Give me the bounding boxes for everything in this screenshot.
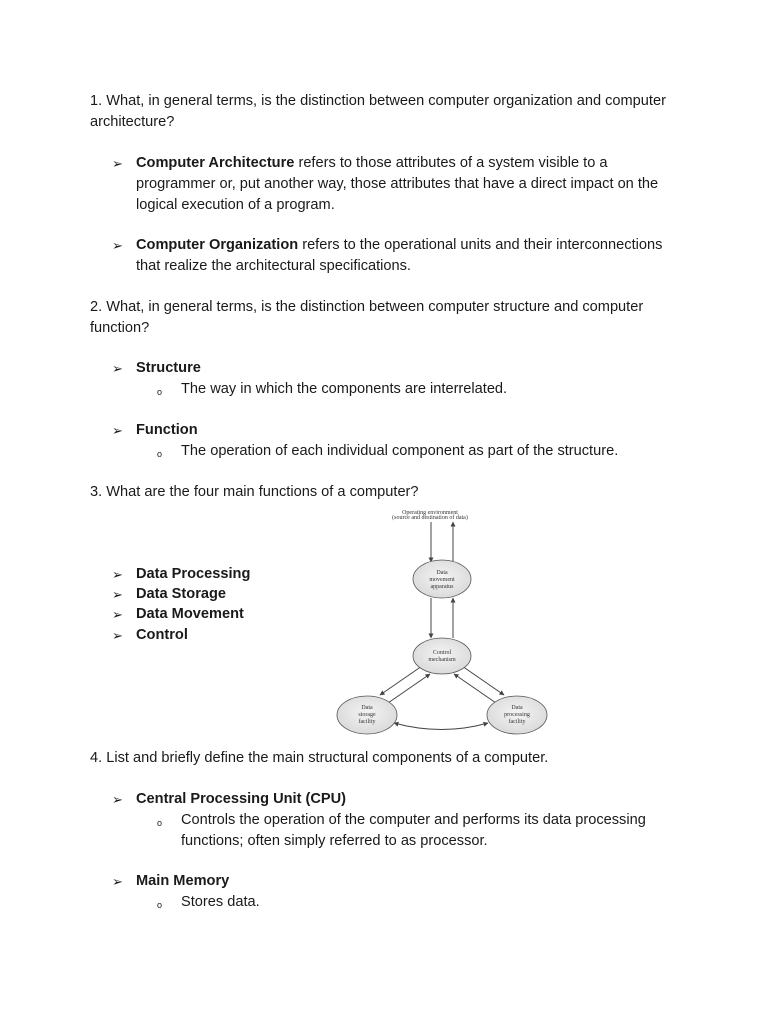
question-1: 1. What, in general terms, is the distinction between computer organization and computer architecture? xyxy=(90,93,666,130)
svg-text:Control: Control xyxy=(432,650,452,656)
arrow-bullet-icon: ➢ xyxy=(112,607,123,622)
term-structure: Structure xyxy=(136,360,201,376)
bullet-control xyxy=(112,625,332,646)
bullet-function xyxy=(112,420,682,441)
node-data-movement xyxy=(413,560,471,598)
arrow-control-to-processing xyxy=(462,666,504,695)
node-control-mechanism xyxy=(413,638,471,674)
sub-function xyxy=(157,441,687,462)
arrow-bullet-icon: ➢ xyxy=(112,874,123,889)
term-computer-architecture: Computer Architecture xyxy=(136,155,295,171)
definition-computer-architecture: refers to those attributes of a system visible to a programmer or, put another way, those attributes that have a direct impact on the logical execution of a program. xyxy=(136,155,659,213)
term-function: Function xyxy=(136,422,198,438)
svg-text:apparatus: apparatus xyxy=(430,584,454,590)
desc-cpu: Controls the operation of the computer and performs its data processing functions; often simply referred to as processor. xyxy=(181,812,646,849)
arrow-storage-processing xyxy=(394,723,488,730)
arrow-bullet-icon: ➢ xyxy=(112,156,123,171)
bullet-data-processing xyxy=(112,564,332,585)
function-data-storage: Data Storage xyxy=(136,586,227,602)
desc-function: The operation of each individual component as part of the structure. xyxy=(181,443,619,459)
arrow-storage-to-control xyxy=(388,674,430,703)
bullet-data-movement xyxy=(112,604,332,625)
question-4: 4. List and briefly define the main structural components of a computer. xyxy=(90,750,549,766)
arrow-bullet-icon: ➢ xyxy=(112,423,123,438)
bullet-cpu xyxy=(112,789,682,810)
function-data-processing: Data Processing xyxy=(136,566,251,582)
svg-text:Data: Data xyxy=(436,570,448,576)
arrow-bullet-icon: ➢ xyxy=(112,238,123,253)
bullet-structure xyxy=(112,358,682,379)
circle-bullet-icon: o xyxy=(157,449,163,459)
svg-text:storage: storage xyxy=(358,712,376,718)
arrow-bullet-icon: ➢ xyxy=(112,628,123,643)
env-label-line1: Operating environment xyxy=(402,510,458,516)
desc-main-memory: Stores data. xyxy=(181,894,260,910)
node-data-storage xyxy=(337,696,397,734)
sub-structure xyxy=(157,379,687,400)
node-data-processing xyxy=(487,696,547,734)
function-data-movement: Data Movement xyxy=(136,606,244,622)
bullet-data-storage xyxy=(112,584,332,605)
circle-bullet-icon: o xyxy=(157,387,163,397)
term-cpu: Central Processing Unit (CPU) xyxy=(136,791,347,807)
arrow-control-to-storage xyxy=(380,666,422,695)
svg-text:processing: processing xyxy=(504,712,530,718)
bullet-main-memory xyxy=(112,871,682,892)
question-2: 2. What, in general terms, is the distinction between computer structure and computer function? xyxy=(90,299,644,336)
circle-bullet-icon: o xyxy=(157,900,163,910)
svg-text:facility: facility xyxy=(358,719,376,725)
definition-computer-organization: refers to the operational units and their interconnections that realize the architectural specifications. xyxy=(136,237,663,274)
env-label-line2: (source and destination of data) xyxy=(392,515,468,521)
desc-structure: The way in which the components are interrelated. xyxy=(181,381,508,397)
functional-view-diagram xyxy=(330,504,560,736)
svg-text:facility: facility xyxy=(508,719,526,725)
arrow-bullet-icon: ➢ xyxy=(112,792,123,807)
svg-text:Data: Data xyxy=(511,705,523,711)
sub-main-memory xyxy=(157,892,687,913)
svg-text:Data: Data xyxy=(361,705,373,711)
circle-bullet-icon: o xyxy=(157,818,163,828)
svg-text:movement: movement xyxy=(429,577,455,583)
term-main-memory: Main Memory xyxy=(136,873,230,889)
arrow-bullet-icon: ➢ xyxy=(112,587,123,602)
bullet-computer-organization xyxy=(112,235,682,277)
function-control: Control xyxy=(136,627,188,643)
arrow-bullet-icon: ➢ xyxy=(112,567,123,582)
term-computer-organization: Computer Organization xyxy=(136,237,299,253)
sub-cpu xyxy=(157,810,687,852)
arrow-processing-to-control xyxy=(454,674,496,703)
bullet-computer-architecture xyxy=(112,153,682,216)
arrow-bullet-icon: ➢ xyxy=(112,361,123,376)
svg-text:mechanism: mechanism xyxy=(428,657,456,663)
question-3: 3. What are the four main functions of a computer? xyxy=(90,484,419,500)
